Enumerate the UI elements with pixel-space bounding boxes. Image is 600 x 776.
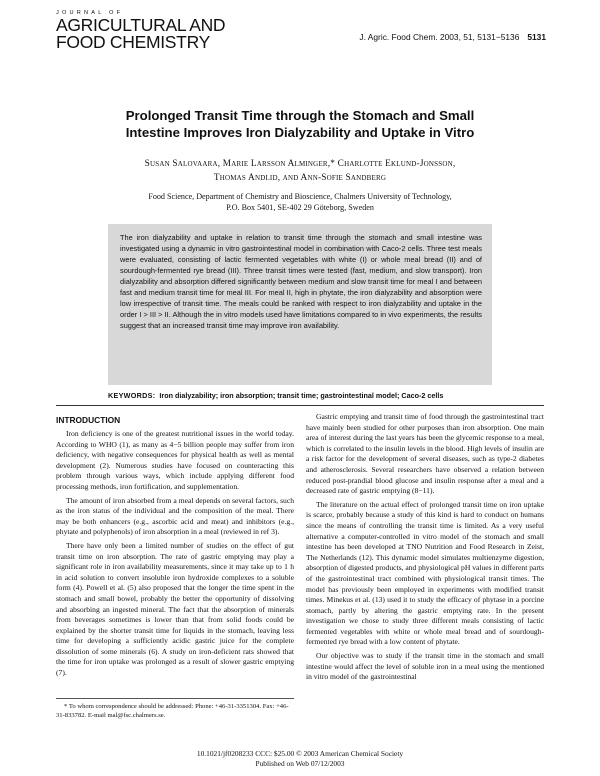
left-column — [56, 412, 294, 682]
doi-copyright: 10.1021/jf0208233 CCC: $25.00 © 2003 American Chemical Society — [196, 749, 404, 758]
journal-citation: J. Agric. Food Chem. 2003, 51, 5131−5136 — [359, 32, 520, 42]
affiliation — [60, 191, 540, 213]
keywords-text: Iron dialyzability; iron absorption; transit time; gastrointestinal model; Caco-2 cells — [159, 391, 444, 400]
affiliation-line-2: P.O. Box 5401, SE-402 29 Göteborg, Sweden — [226, 203, 374, 212]
section-divider — [56, 405, 544, 406]
footnote-text: * To whom correspondence should be addressed: Phone: +46-31-3351304. Fax: +46-31-833782. E-mail mal@fsc.chalmers.se. — [56, 703, 289, 719]
keywords-label: KEYWORDS: — [108, 391, 156, 400]
body-paragraph: The amount of iron absorbed from a meal depends on several factors, such as the iron status of the individual and the composition of the meal. There may be both enhancers (e.g., ascorbic acid and meat) and inhibitors (e.g., phytate and polyphenols) of iron absorption in a meal (reviewed in ref 3). — [56, 495, 294, 537]
logo-line-3: FOOD CHEMISTRY — [56, 32, 210, 52]
article-title — [60, 107, 540, 141]
body-paragraph: Gastric emptying and transit time of food through the gastrointestinal tract have mainly been studied for other purposes than iron absorption. One main area of interest during the last years has been the glycemic response to a meal, which is correlated to the insulin levels in the blood. High levels of insulin are a risk factor for the development of several diseases, such as type-2 diabetes and atherosclerosis. Several researchers have observed a relation between reduced post-prandial blood glucose and insulin response after a meal and a decreased rate of gastric emptying (8−11). — [306, 412, 544, 496]
publication-date: Published on Web 07/12/2003 — [255, 758, 345, 768]
page-number: 5131 — [527, 32, 546, 42]
body-paragraph: There have only been a limited number of studies on the effect of gut transit time on iron absorption. The rate of gastric emptying may play a significant role in iron availability measurements, since it may take up to 1 h in acid solution to convert insoluble iron hydroxide complexes to a soluble form (4). Powell et al. (5) also proposed that the longer the time spent in the stomach and small bowel, probably the better the opportunity of dissolving and absorbing an ingested mineral. The fact that the absorption of minerals from beverages sometimes is lower than that from solid foods could be explained by the shorter transit time for liquids in the stomach, leaving less time for developing a sufficiently acidic gastric juice for the complete dissolution of some minerals (6). A study on iron-deficient rats showed that the time for iron uptake was prolonged as a result of slower gastric emptying (7). — [56, 540, 294, 678]
title-line-1: Prolonged Transit Time through the Stomach and Small — [125, 108, 475, 123]
journal-header — [56, 10, 546, 70]
author-list — [70, 157, 530, 185]
authors-line-1: Susan Salovaara, Marie Larsson Alminger,* Charlotte Eklund-Jonsson, — [144, 159, 456, 169]
logo-line-1: JOURNAL OF — [56, 10, 124, 16]
logo-line-2: AGRICULTURAL AND — [56, 15, 226, 35]
citation-line — [359, 32, 546, 42]
authors-line-2: Thomas Andlid, and Ann-Sofie Sandberg — [213, 173, 387, 183]
introduction-heading: INTRODUCTION — [56, 415, 121, 425]
body-paragraph: Iron deficiency is one of the greatest nutritional issues in the world today. According to WHO (1), as many as 4−5 billion people may suffer from iron deficiency, with negative consequences for physical health as well as mental development (2). Numerous studies have focused on counteracting this problem through various ways, which include applying different food processing methods, iron fortification, and supplementation. — [56, 429, 294, 491]
affiliation-line-1: Food Science, Department of Chemistry and Bioscience, Chalmers University of Technology, — [148, 192, 452, 201]
body-paragraph: Our objective was to study if the transit time in the stomach and small intestine would affect the level of soluble iron in a meal using the mentioned in vitro model of the gastrointestinal — [306, 651, 544, 682]
correspondence-footnote — [56, 698, 294, 720]
body-paragraph: The literature on the actual effect of prolonged transit time on iron uptake is scarce, probably because a study of this kind is hard to conduct on humans since the means of controlling the transit time is limited. As a very useful alternative a computer-controlled in vitro model of the stomach and small intestine has been developed at TNO Nutrition and Food Research in Zeist, The Netherlands (12). This dynamic model simulates multienzyme digestion, absorption of digested products, and physiological pH values in different parts of the gastrointestinal tract combined with physiological transit times. The model has previously been employed in experiments with modified transit times. Minekus et al. (13) used it to study the efficacy of phytase in a porcine stomach, partly by altering the gastric emptying rate. In the present investigation we chose to study three different meals consisting of lactic fermented vegetables with white or whole meal bread and of sourdough-fermented rye bread with a low content of phytate. — [306, 499, 544, 647]
journal-logo — [56, 10, 226, 51]
right-column — [306, 412, 544, 686]
page-footer — [0, 749, 600, 768]
title-line-2: Intestine Improves Iron Dialyzability and Uptake in Vitro — [125, 125, 475, 140]
abstract: The iron dialyzability and uptake in relation to transit time through the stomach and small intestine was investigated using a dynamic in vitro gastrointestinal model in combination with Caco-2 cells. Three test meals were evaluated, consisting of lactic fermented vegetables with white (I) or whole meal bread (II) and of sourdough-fermented rye bread (III). Three transit times were tested (fast, medium, and slow transport). Iron dialyzability and absorption differed significantly between medium and slow transit time for meal I and between fast and medium transit time for meal III. For meal II, high in phytate, the iron dialyzability and absorption were low irrespective of transit time. The meals could be ranked with respect to iron dialyzability and uptake in the order I > III > II. Although the in vitro models used have limitations compared to in vivo experiments, the results suggest that an increased transit time may improve iron availability. — [108, 224, 492, 385]
keywords — [108, 391, 492, 401]
